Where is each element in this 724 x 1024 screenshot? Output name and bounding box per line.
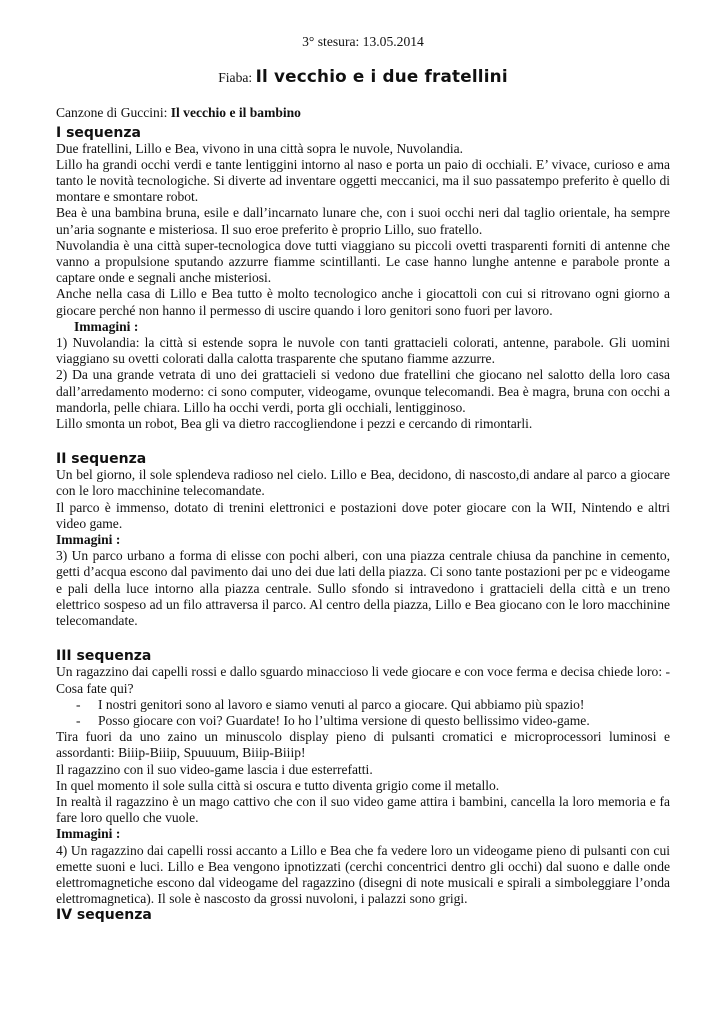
- story-paragraph: Tira fuori da uno zaino un minuscolo display pieno di pulsanti cromatici e microprocessori luminosi e assordanti: Biiip-Biiip, Spuuuum, Biiip-Biiip!: [56, 729, 670, 761]
- story-paragraph: In quel momento il sole sulla città si oscura e tutto diventa grigio come il metallo.: [56, 777, 500, 793]
- story-paragraph: Due fratellini, Lillo e Bea, vivono in una città sopra le nuvole, Nuvolandia.: [56, 140, 464, 156]
- dialogue-list: [56, 697, 670, 729]
- story-paragraph: Il ragazzino con il suo video-game lascia i due esterrefatti.: [56, 761, 373, 777]
- song-title: Il vecchio e il bambino: [170, 105, 301, 121]
- story-paragraph: Anche nella casa di Lillo e Bea tutto è molto tecnologico anche i giocattoli con cui si ritrovano ogni giorno a giocare perché non hanno il permesso di uscire quando i loro genitori sono fuori per lavoro.: [56, 286, 670, 318]
- title-prefix: Fiaba:: [218, 70, 253, 86]
- story-paragraph: In realtà il ragazzino è un mago cattivo che con il suo video game attira i bambini, cancella la loro memoria e fa fare loro quello che vuole.: [56, 793, 670, 826]
- dialogue-item: [56, 697, 670, 713]
- song-prefix: Canzone di Guccini:: [56, 105, 168, 121]
- dialogue-item: [56, 713, 670, 729]
- story-paragraph: Lillo ha grandi occhi verdi e tante lentiggini intorno al naso e porta un paio di occhiali. E’ vivace, curioso e ama tanto le novità tecnologiche. Si diverte ad inventare oggetti meccanici, ma il suo passatempo preferito è quello di montare e smontare robot.: [56, 156, 670, 205]
- image-description: Lillo smonta un robot, Bea gli va dietro raccogliendone i pezzi e cercando di rimontarli.: [56, 416, 533, 432]
- image-description: 3) Un parco urbano a forma di elisse con pochi alberi, con una piazza centrale chiusa da panchine in cemento, getti d’acqua escono dal pavimento dai uno dei due lati della piazza. Ci sono tante postazioni per pc e videogame e pali della luce intorno alla piazza centrale. Sullo sfondo si intravedono i grattacieli della città e un treno elettrico sospeso ad un filo attraversa il parco. Al centro della piazza, Lillo e Bea giocano con le loro macchinine telecomandate.: [56, 548, 670, 629]
- dialogue-text: I nostri genitori sono al lavoro e siamo venuti al parco a giocare. Qui abbiamo più spazio!: [98, 696, 585, 712]
- dash-marker: -: [76, 696, 81, 712]
- dialogue-text: Posso giocare con voi? Guardate! Io ho l’ultima versione di questo bellissimo video-game.: [98, 712, 590, 728]
- image-description: 2) Da una grande vetrata di uno dei grattacieli si vedono due fratellini che giocano nel salotto della loro casa dall’arredamento moderno: ci sono computer, videogame, ovunque telecomandi. Bea è magra, bruna con occhi a mandorla, pelle chiara. Lillo ha occhi verdi, porta gli occhiali, lentigginoso.: [56, 367, 670, 415]
- dash-marker: -: [76, 712, 81, 728]
- document-page: [56, 34, 670, 923]
- sequence-heading-ii: II sequenza: [56, 451, 147, 468]
- sequence-heading-i: I sequenza: [56, 124, 141, 141]
- sequence-heading-iii: III sequenza: [56, 648, 152, 665]
- title-line: [56, 68, 670, 86]
- images-label: Immagini :: [74, 318, 139, 334]
- images-label: Immagini :: [56, 826, 121, 842]
- story-paragraph: Un ragazzino dai capelli rossi e dallo sguardo minaccioso li vede giocare e con voce ferma e decisa chiede loro: - Cosa fate qui?: [56, 664, 670, 696]
- story-paragraph: Bea è una bambina bruna, esile e dall’incarnato lunare che, con i suoi occhi neri dal taglio orientale, ha sempre un’aria sognante e misteriosa. Il suo eroe preferito è proprio Lillo, suo fratello.: [56, 205, 670, 237]
- image-description: 1) Nuvolandia: la città si estende sopra le nuvole con tanti grattacieli colorati, antenne, parabole. Gli uomini viaggiano su ovetti colorati dalla calotta trasparente che sputano fiamme azzurre.: [56, 335, 670, 367]
- story-paragraph: Il parco è immenso, dotato di trenini elettronici e postazioni dove poter giocare con la WII, Nintendo e altri video game.: [56, 499, 670, 531]
- revision-date: 3° stesura: 13.05.2014: [302, 34, 424, 49]
- images-label: Immagini :: [56, 532, 121, 548]
- sequence-heading-iv: IV sequenza: [56, 907, 152, 924]
- story-paragraph: Un bel giorno, il sole splendeva radioso nel cielo. Lillo e Bea, decidono, di nascosto,di andare al parco a giocare con le loro macchinine telecomandate.: [56, 467, 670, 499]
- story-paragraph: Nuvolandia è una città super-tecnologica dove tutti viaggiano su piccoli ovetti trasparenti forniti di antenne che vanno a propulsione sputando azzurre fiamme scintillanti. Le case hanno lunghe antenne e parabole pronte a captare onde e segnali anche misteriosi.: [56, 237, 670, 286]
- song-reference: [56, 105, 670, 121]
- fairy-tale-title: Il vecchio e i due fratellini: [255, 66, 508, 87]
- image-description: 4) Un ragazzino dai capelli rossi accanto a Lillo e Bea che fa vedere loro un videogame pieno di pulsanti con cui emette suoni e luci. Lillo e Bea vengono ipnotizzati (cerchi concentrici dentro gli occhi) dal suono e dalle onde elettromagnetiche escono dal videogame del ragazzino (disegni di note musicali e spirali a simboleggiare l’onda elettromagnetica). Il sole è nascosto da grossi nuvoloni, i palazzi sono grigi.: [56, 842, 670, 907]
